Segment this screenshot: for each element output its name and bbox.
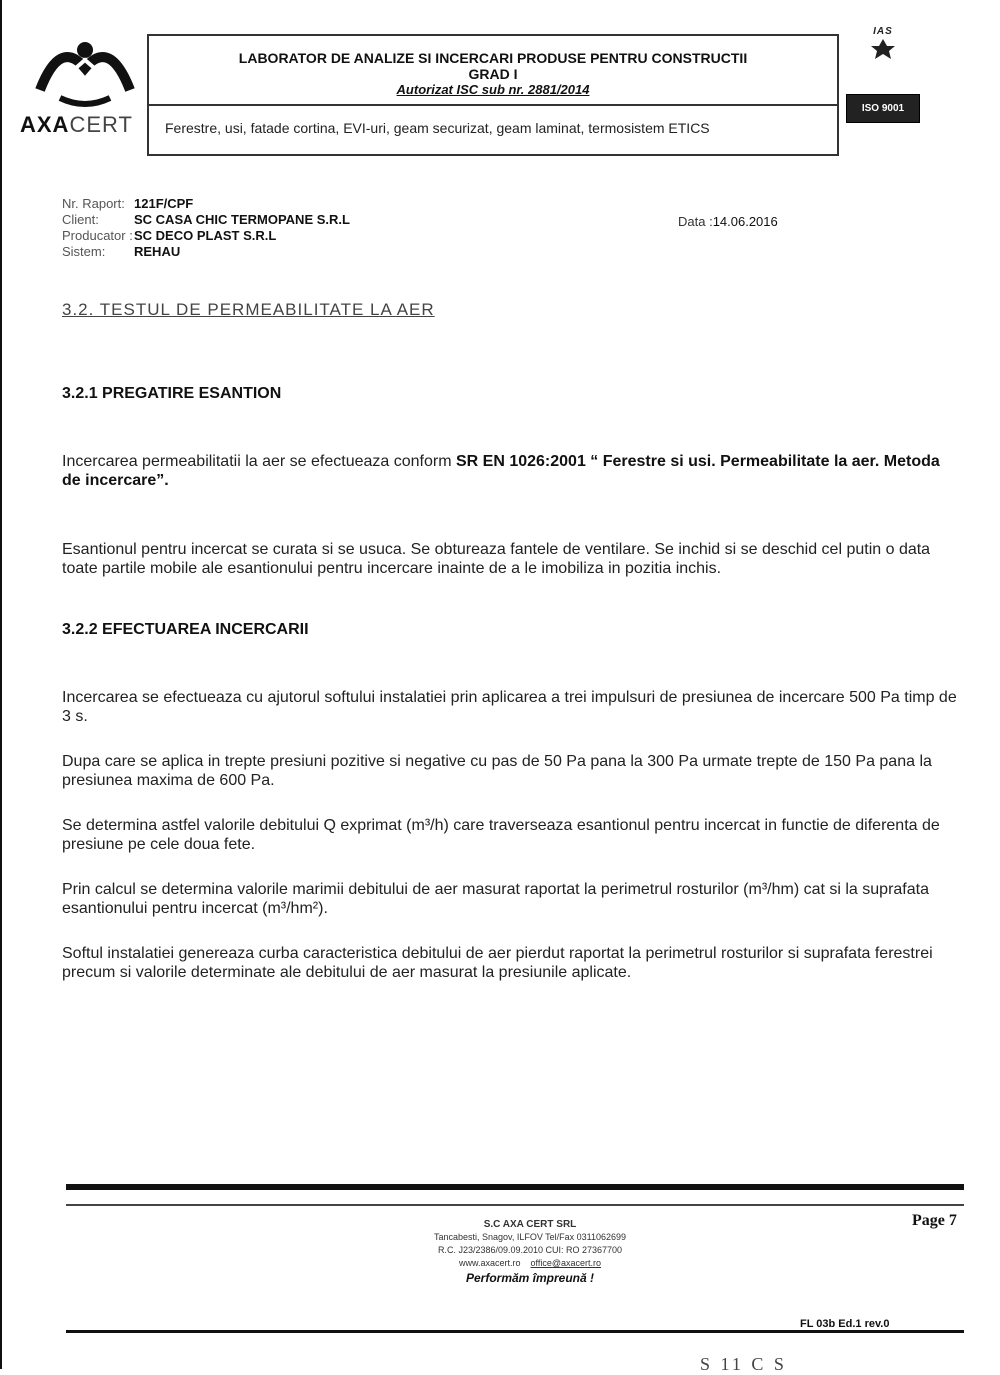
producer-label: Producator : [62,228,133,243]
system-row [62,244,350,260]
iso-badge: ISO 9001 [846,94,920,123]
producer-row [62,228,350,244]
stray-text: S 11 C S [700,1354,787,1374]
logo-text-thin: CERT [69,112,133,137]
footer-rule-thin [66,1204,964,1206]
paragraph-standard [62,452,957,490]
date-value: 14.06.2016 [712,214,778,229]
paragraph-standard-text: Incercarea permeabilitatii la aer se efectueaza conform [62,453,456,470]
bottom-rule [66,1330,964,1333]
logo-text [20,112,145,138]
client-value: SC CASA CHIC TERMOPANE S.R.L [134,212,350,227]
footer-email: office@axacert.ro [530,1258,602,1268]
logo-text-bold: AXA [20,112,70,137]
document-code: FL 03b Ed.1 rev.0 [800,1318,890,1330]
report-number-label: Nr. Raport: [62,196,125,211]
footer-registry: R.C. J23/2386/09.09.2010 CUI: RO 27367700 [437,1245,623,1255]
report-number-value: 121F/CPF [134,196,194,211]
certification-area [846,26,920,123]
paragraph-flow: Se determina astfel valorile debitului Q exprimat (m³/h) care traverseaza esantionul pentru incercat in functie de diferenta de presiune pe cele doua fete. [62,817,940,853]
page-edge [0,0,2,1369]
paragraph-standard-bold: SR EN 1026:2001 “ Ferestre si usi. Permeabilitate la aer. Metoda de incercare”. [62,453,940,489]
footer-contact [380,1257,680,1270]
subsection-title-execution: 3.2.2 EFECTUAREA INCERCARII [62,621,309,638]
lab-grade: GRAD I [468,66,518,82]
cert-code: IAS [873,26,893,37]
lab-scope: Ferestre, usi, fatade cortina, EVI-uri, geam securizat, geam laminat, termosistem ETICS [165,120,710,136]
footer-address: Tancabesti, Snagov, ILFOV Tel/Fax 0311062699 [433,1232,627,1242]
lab-authorization: Autorizat ISC sub nr. 2881/2014 [396,82,590,97]
report-number-row [62,196,350,212]
footer-slogan: Performăm împreună ! [465,1271,595,1285]
system-label: Sistem: [62,244,106,259]
header-title-area [149,36,837,106]
certification-seal-icon [863,37,903,63]
section-title: 3.2. TESTUL DE PERMEABILITATE LA AER [62,300,435,319]
axacert-logo-icon [30,28,140,110]
header-box [147,34,839,156]
report-date [678,214,778,229]
subsection-title-preparation: 3.2.1 PREGATIRE ESANTION [62,385,282,402]
system-value: REHAU [134,244,181,259]
footer-company: S.C AXA CERT SRL [483,1219,577,1230]
paragraph-sample: Esantionul pentru incercat se curata si se usuca. Se obtureaza fantele de ventilare. Se inchid si se deschid cel putin o data toate partile mobile ale esantionului pentru incercare inainte de a le imobiliza in pozitia inchis. [62,541,931,577]
footer-rule [66,1184,964,1190]
producer-value: SC DECO PLAST S.R.L [134,228,277,243]
paragraph-pressure-steps: Dupa care se aplica in trepte presiuni pozitive si negative cu pas de 50 Pa pana la 300 Pa urmate trepte de 150 Pa pana la presiunea maxima de 600 Pa. [62,753,932,789]
date-label: Data : [678,214,713,229]
page-number: Page 7 [912,1212,957,1229]
paragraph-impulses: Incercarea se efectueaza cu ajutorul softului instalatiei prin aplicarea a trei impulsuri de presiunea de incercare 500 Pa timp de 3 s. [62,689,957,725]
axacert-logo [20,28,145,138]
client-row [62,212,350,228]
report-info [62,196,350,260]
lab-title: LABORATOR DE ANALIZE SI INCERCARI PRODUSE PENTRU CONSTRUCTII [238,50,748,66]
client-label: Client: [62,212,99,227]
footer-company-block [380,1218,680,1285]
footer-web: www.axacert.ro [458,1258,521,1268]
paragraph-software: Softul instalatiei genereaza curba caracteristica debitului de aer pierdut raportat la perimetrul rosturilor si suprafata ferestrei precum si valorile determinate ale debitului de aer masurat la presiunile aplicate. [62,945,933,981]
paragraph-calculation: Prin calcul se determina valorile marimii debitului de aer masurat raportat la perimetrul rosturilor (m³/hm) cat si la suprafata esantionului pentru incercat (m³/hm²). [62,881,929,917]
